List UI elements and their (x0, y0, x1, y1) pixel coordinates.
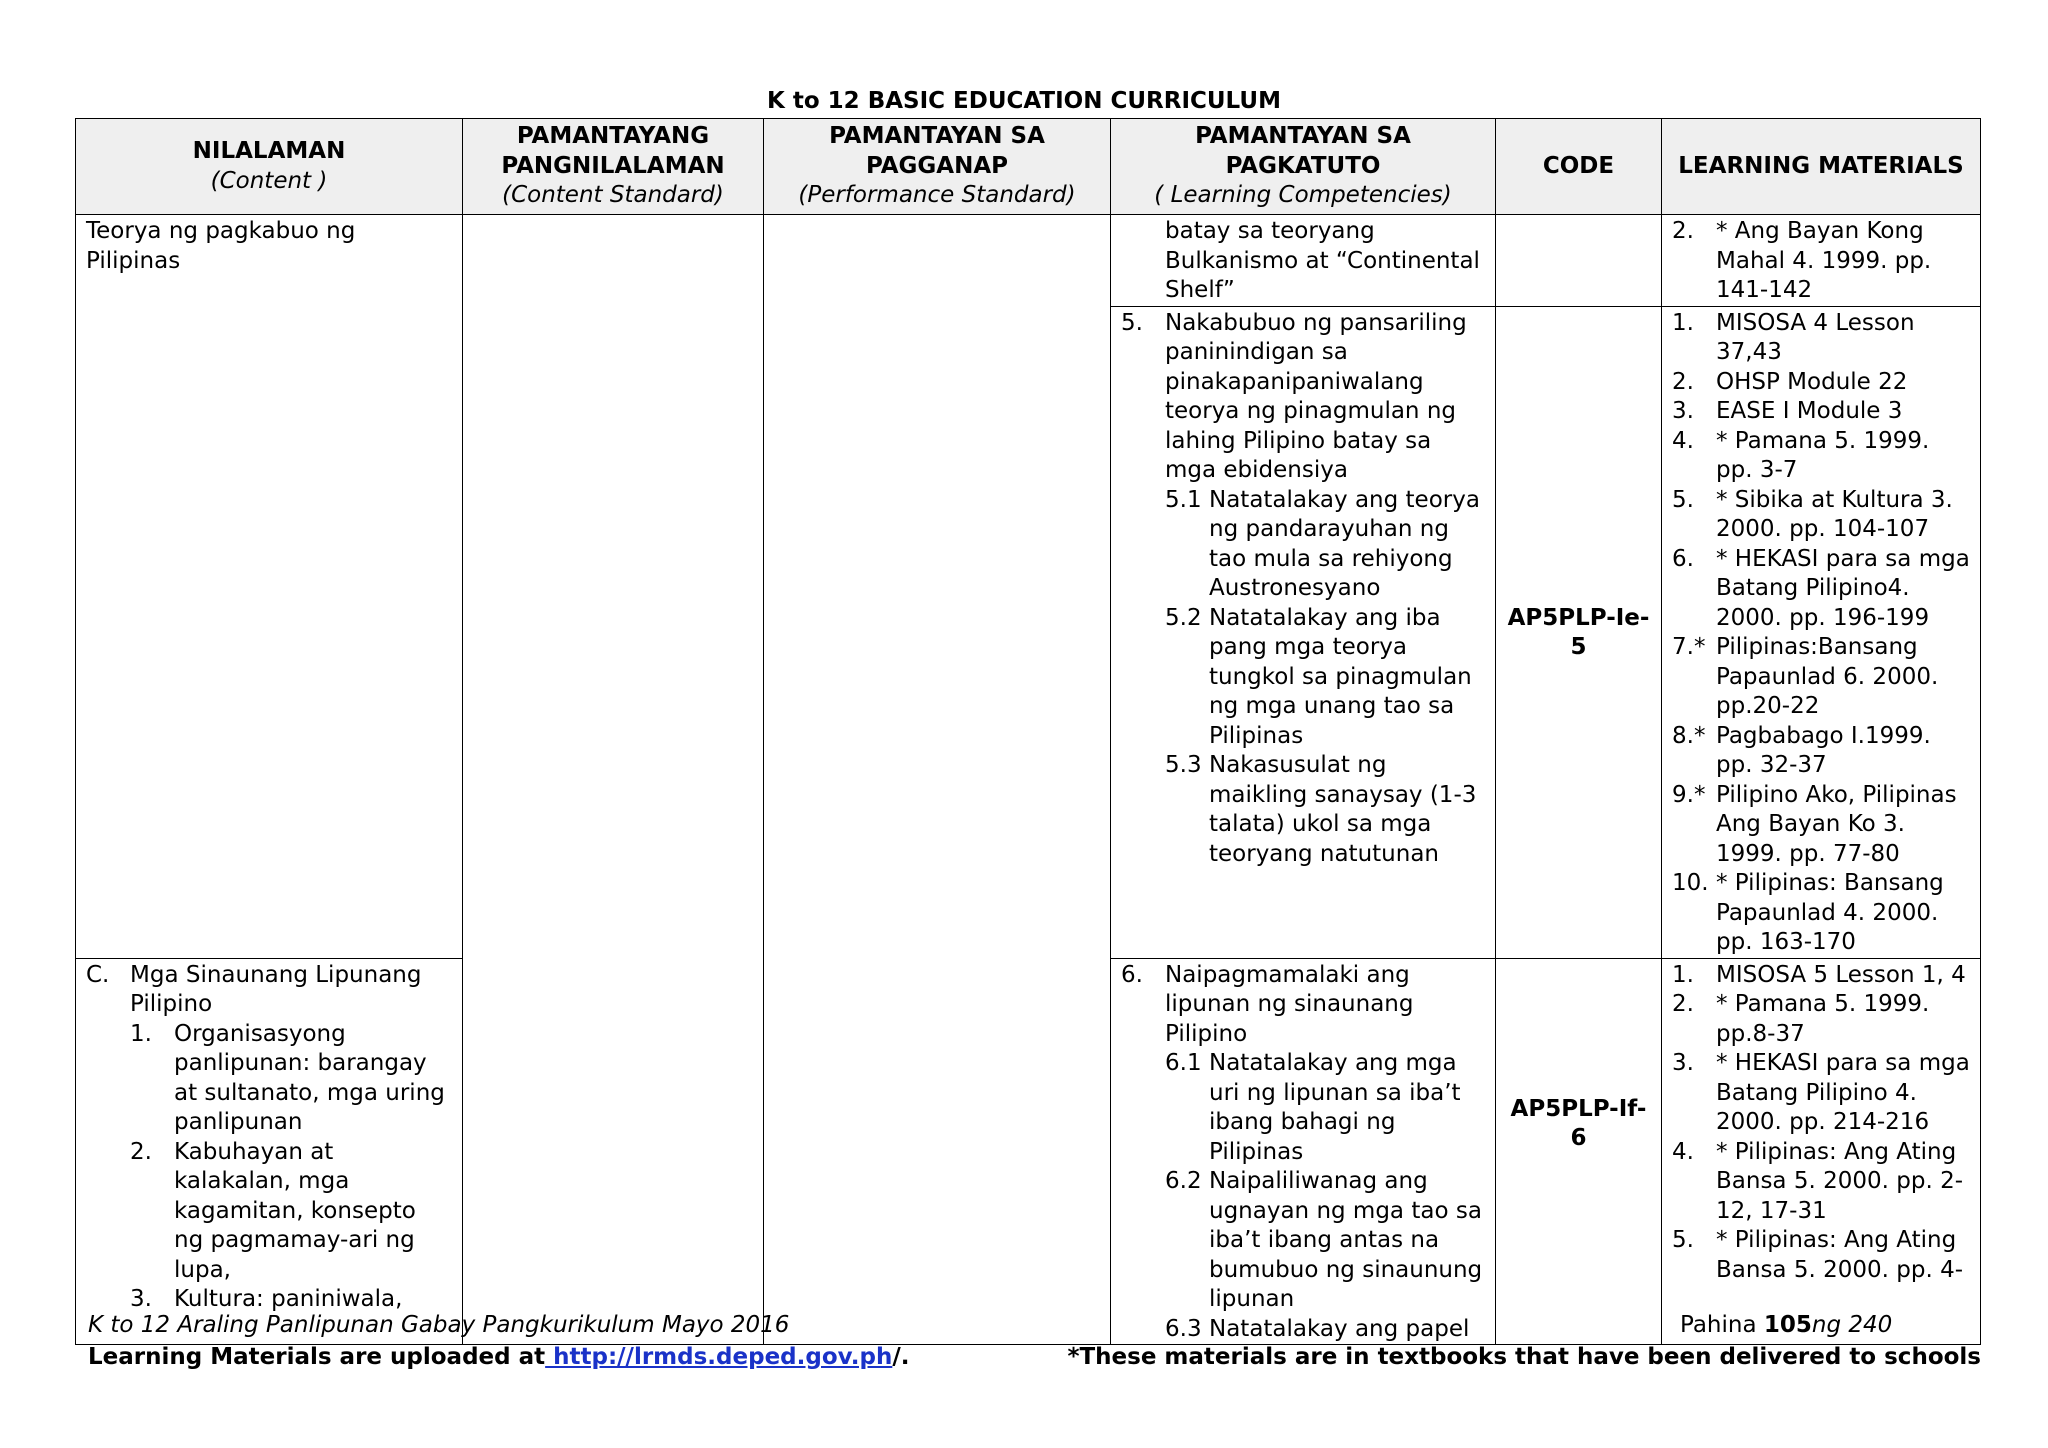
list-item: 4. * Pamana 5. 1999. pp. 3-7 (1672, 427, 1930, 483)
list-item: 5. * Sibika at Kultura 3. 2000. pp. 104-107 (1672, 486, 1953, 542)
list-item: 5. Nakabubuo ng pansariling paninindigan sa pinakapanipaniwalang teorya ng pinagmulan ng lahing Pilipino batay sa mga ebidensiya (1121, 309, 1467, 483)
list-item: 2. OHSP Module 22 (1672, 368, 1908, 395)
header-performance-standard: PAMANTAYAN SA PAGGANAP (Performance Standard) (764, 119, 1111, 215)
materials-cell (1662, 215, 1981, 307)
footer-textbook-note: *These materials are in textbooks that have been delivered to schools (1067, 1344, 1981, 1370)
list-item: 9.* Pilipino Ako, Pilipinas Ang Bayan Ko 3. 1999. pp. 77-80 (1672, 781, 1957, 867)
list-item: 6.1 Natatalakay ang mga uri ng lipunan sa iba’t ibang bahagi ng Pilipinas (1165, 1050, 1461, 1165)
list-item: 5.2 Natatalakay ang iba pang mga teorya tungkol sa pinagmulan ng mga unang tao sa Pilipinas (1165, 604, 1472, 749)
content-cell (76, 958, 463, 1345)
lrmds-link[interactable]: http://lrmds.deped.gov.ph (545, 1344, 893, 1370)
competency-cell (1111, 306, 1496, 958)
code-cell: AP5PLP-If-6 (1496, 958, 1662, 1345)
footer-upload-note: Learning Materials are uploaded at http://lrmds.deped.gov.ph/. (88, 1344, 910, 1370)
list-item: 1. MISOSA 4 Lesson 37,43 (1672, 309, 1915, 365)
document-title: K to 12 BASIC EDUCATION CURRICULUM (767, 88, 1281, 114)
list-item: 3. * HEKASI para sa mga Batang Pilipino 4. 2000. pp. 214-216 (1672, 1050, 1970, 1135)
list-item: 10. * Pilipinas: Bansang Papaunlad 4. 2000. pp. 163-170 (1672, 870, 1944, 955)
list-item: 1. MISOSA 5 Lesson 1, 4 (1672, 961, 1966, 988)
header-learning-competencies: PAMANTAYAN SA PAGKATUTO ( Learning Competencies) (1111, 119, 1496, 215)
list-item: 6. * HEKASI para sa mga Batang Pilipino4. 2000. pp. 196-199 (1672, 545, 1970, 631)
header-code: CODE (1496, 119, 1662, 215)
materials-cell (1662, 306, 1981, 958)
header-content-standard: PAMANTAYANG PANGNILALAMAN (Content Standard) (463, 119, 764, 215)
code-cell: AP5PLP-Ie-5 (1496, 306, 1662, 958)
code-cell (1496, 215, 1662, 307)
list-item: 5.1 Natatalakay ang teorya ng pandarayuhan ng tao mula sa rehiyong Austronesyano (1165, 486, 1480, 601)
header-row (76, 119, 1981, 215)
list-item: 6. Naipagmamalaki ang lipunan ng sinaunang Pilipino (1121, 961, 1414, 1047)
content-cell: Teorya ng pagkabuo ng Pilipinas (76, 215, 463, 959)
list-item: 7.* Pilipinas:Bansang Papaunlad 6. 2000. pp.20-22 (1672, 634, 1939, 719)
list-item: 1. Organisasyong panlipunan: barangay at sultanato, mga uring panlipunan (130, 1020, 445, 1135)
curriculum-table (75, 118, 1981, 1345)
list-item: 5.3 Nakasusulat ng maikling sanaysay (1-3 talata) ukol sa mga teoryang natutunan (1165, 752, 1477, 867)
competency-cell (1111, 958, 1496, 1345)
performance-standard-cell (764, 215, 1111, 1345)
table-row (76, 215, 1981, 307)
list-item: 5. * Pilipinas: Ang Ating Bansa 5. 2000. pp. 4- (1672, 1227, 1964, 1283)
list-item: 3. EASE I Module 3 (1672, 398, 1903, 424)
list-item: 2. * Ang Bayan Kong Mahal 4. 1999. pp. 141-142 (1672, 218, 1932, 303)
list-item: 6.2 Naipaliliwanag ang ugnayan ng mga tao sa iba’t ibang antas na bumubuo ng sinaunung lipunan (1165, 1168, 1483, 1312)
competency-cell: batay sa teoryang Bulkanismo at “Continental Shelf” (1111, 215, 1496, 307)
list-item: 8.* Pagbabago I.1999. pp. 32-37 (1672, 722, 1931, 778)
header-content: NILALAMAN (Content ) (76, 119, 463, 215)
list-item: C. Mga Sinaunang Lipunang Pilipino (86, 961, 422, 1017)
list-item: 2. Kabuhayan at kalakalan, mga kagamitan, konsepto ng pagmamay-ari ng lupa, (130, 1138, 416, 1283)
header-learning-materials: LEARNING MATERIALS (1662, 119, 1981, 215)
content-standard-cell (463, 215, 764, 1345)
footer-document-name: K to 12 Araling Panlipunan Gabay Pangkurikulum Mayo 2016 (88, 1312, 790, 1338)
materials-cell (1662, 958, 1981, 1345)
list-item: 3. Kultura: paniniwala, (130, 1286, 403, 1312)
list-item: 4. * Pilipinas: Ang Ating Bansa 5. 2000. pp. 2-12, 17-31 (1672, 1138, 1964, 1224)
list-item: 6.3 Natatalakay ang papel (1165, 1315, 1470, 1342)
footer-page-number: Pahina 105ng 240 (1680, 1312, 1893, 1338)
list-item: 2. * Pamana 5. 1999. pp.8-37 (1672, 991, 1930, 1047)
